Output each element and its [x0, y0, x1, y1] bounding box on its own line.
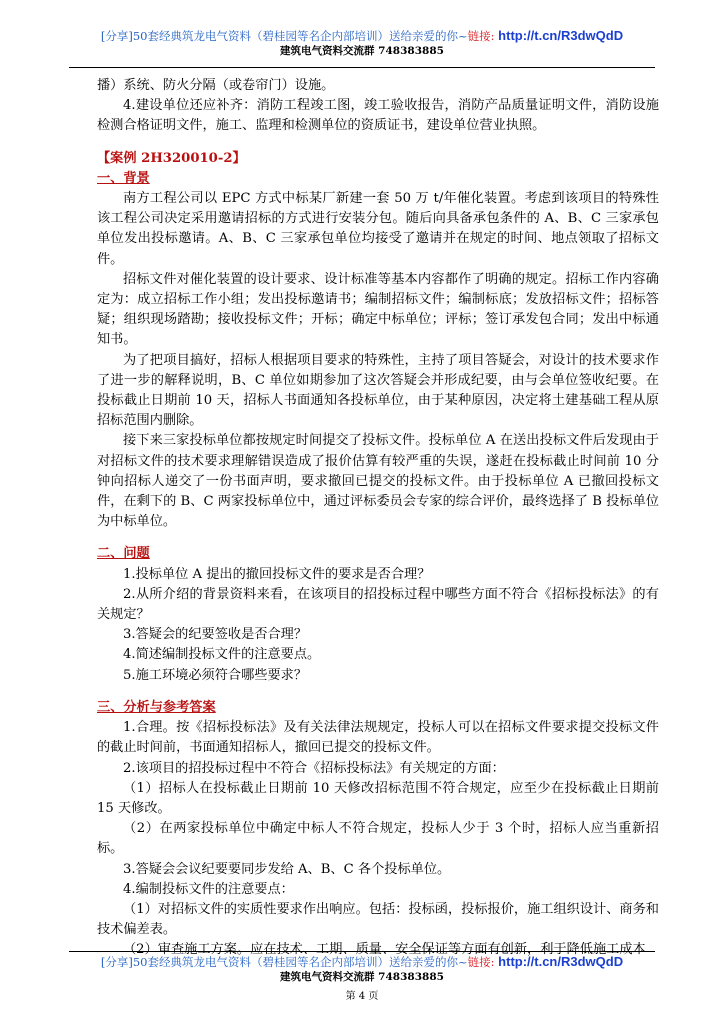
- footer-url-link[interactable]: http://t.cn/R3dwQdD: [498, 954, 624, 969]
- question-item: 5.施工环境必须符合哪些要求？: [123, 667, 308, 683]
- section-heading-answers: 三、分析与参考答案: [97, 699, 216, 715]
- section-heading-questions: 二、问题: [97, 546, 150, 562]
- answer-item: 3.答疑会会议纪要要同步发给 A、B、C 各个投标单位。: [123, 861, 451, 877]
- header-rule: [69, 67, 655, 68]
- header-link-label: 链接:: [467, 29, 495, 43]
- paragraph: 南方工程公司以 EPC 方式中标某厂新建一套 50 万 t/年催化装置。考虑到该项目的特殊性该工程公司决定采用邀请招标的方式进行安装分包。随后向具备承包条件的 A、B、C 三家承包单位发出投标邀请。A、B、C 三家承包单位均接受了邀请并在规定的时间、地点领取了招标文件。: [97, 191, 659, 267]
- footer-promo-link[interactable]: [分享]50套经典筑龙电气资料（碧桂园等名企内部培训）送给亲爱的你~: [100, 955, 468, 969]
- answer-item: 4.编制投标文件的注意要点：: [123, 881, 294, 897]
- case-title: 【案例 2H320010-2】: [97, 150, 246, 166]
- page-header: [69, 28, 655, 58]
- question-item: 1.投标单位 A 提出的撤回投标文件的要求是否合理？: [123, 566, 431, 582]
- question-item: 4.简述编制投标文件的注意要点。: [123, 647, 321, 663]
- answer-item: 2.该项目的招投标过程中不符合《招标投标法》有关规定的方面：: [123, 760, 505, 776]
- answer-item: （2）审查施工方案。应在技术、工期、质量、安全保证等方面有创新，利于降低施工成本: [123, 942, 646, 958]
- answer-item: （1）招标人在投标截止日期前 10 天修改招标范围不符合规定，应至少在投标截止日期前 15 天修改。: [97, 780, 659, 816]
- paragraph: 接下来三家投标单位都按规定时间提交了投标文件。投标单位 A 在送出投标文件后发现由于对招标文件的技术要求理解错误造成了报价估算有较严重的失误，遂赶在投标截止时间前 10 分钟向招标人递交了一份书面声明，要求撤回已提交的投标文件。由于投标单位 A 已撤回投标文件，在剩下的 B、C 两家投标单位中，通过评标委员会专家的综合评价，最终选择了 B 投标单位为中标单位。: [97, 433, 659, 530]
- question-item: 3.答疑会的纪要签收是否合理？: [123, 627, 308, 643]
- answer-item: 1.合理。按《招标投标法》及有关法律法规规定，投标人可以在招标文件要求提交投标文件的截止时间前，书面通知招标人，撤回已提交的投标文件。: [97, 720, 659, 756]
- paragraph: 招标文件对催化装置的设计要求、设计标准等基本内容都作了明确的规定。招标工作内容确定为：成立招标工作小组；发出投标邀请书；编制招标文件；编制标底；发放招标文件；招标答疑；组织现场踏勘；接收投标文件；开标；确定中标单位；评标；签订承发包合同；发出中标通知书。: [97, 271, 659, 348]
- header-url-link[interactable]: http://t.cn/R3dwQdD: [498, 28, 624, 43]
- section-heading-background: 一、背景: [97, 170, 150, 186]
- footer-promo-line: [69, 954, 655, 970]
- page-number: 第 4 页: [345, 991, 379, 1002]
- header-promo-line: [69, 28, 655, 44]
- page-footer: [69, 954, 655, 984]
- paragraph: 播）系统、防火分隔（或卷帘门）设施。: [97, 78, 335, 93]
- answer-item: （2）在两家投标单位中确定中标人不符合规定，投标人少于 3 个时，招标人应当重新招标。: [97, 821, 659, 857]
- paragraph: 为了把项目搞好，招标人根据项目要求的特殊性，主持了项目答疑会，对设计的技术要求作了进一步的解释说明，B、C 单位如期参加了这次答疑会并形成纪要，由与会单位签收纪要。在投标截止日期前 10 天，招标人书面通知各投标单位，由于某种原因，决定将土建基础工程从原招标范围内删除。: [97, 352, 659, 429]
- paragraph: 4.建设单位还应补齐：消防工程竣工图，竣工验收报告，消防产品质量证明文件，消防设施检测合格证明文件，施工、监理和检测单位的资质证书，建设单位营业执照。: [97, 98, 659, 134]
- footer-group-text: 建筑电气资料交流群 748383885: [280, 971, 444, 983]
- header-group-text: 建筑电气资料交流群 748383885: [280, 45, 444, 57]
- question-item: 2.从所介绍的背景资料来看，在该项目的招投标过程中哪些方面不符合《招标投标法》的有关规定？: [97, 586, 659, 623]
- header-promo-link[interactable]: [分享]50套经典筑龙电气资料（碧桂园等名企内部培训）送给亲爱的你~: [100, 29, 468, 43]
- document-body: [97, 76, 659, 961]
- footer-link-label: 链接:: [467, 955, 495, 969]
- footer-rule: [69, 951, 655, 952]
- answer-item: （1）对招标文件的实质性要求作出响应。包括：投标函，投标报价，施工组织设计、商务和技术偏差表。: [97, 901, 659, 938]
